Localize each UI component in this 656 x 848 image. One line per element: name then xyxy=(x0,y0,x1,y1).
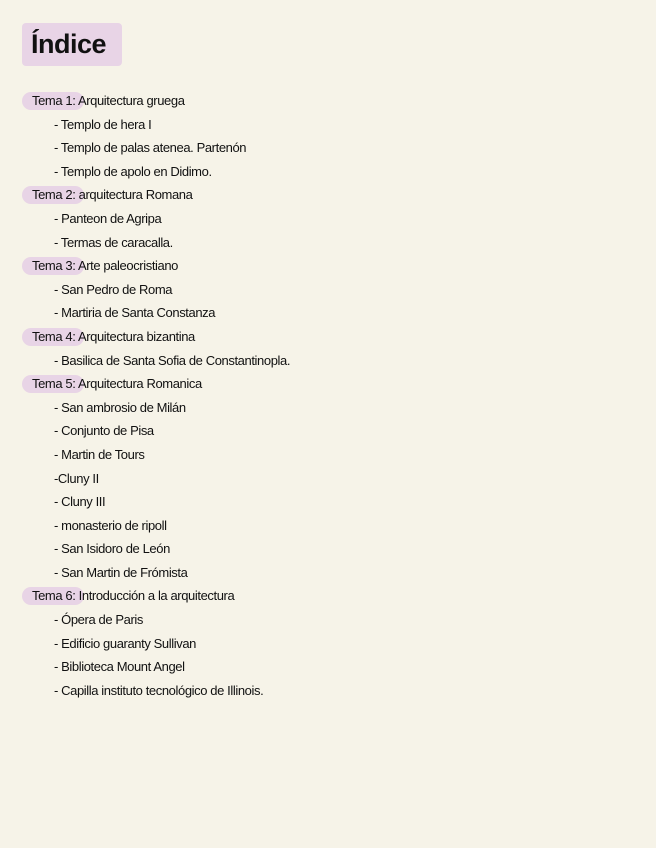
list-item: - Basilica de Santa Sofia de Constantinopla. xyxy=(54,352,291,368)
section-label: Tema 2: xyxy=(32,187,76,203)
title-highlight xyxy=(22,23,122,66)
section-heading xyxy=(0,325,656,349)
list-item: - Martin de Tours xyxy=(54,446,145,462)
section-heading xyxy=(0,183,656,207)
section-heading xyxy=(0,372,656,396)
section-heading xyxy=(0,584,656,608)
section-label: Tema 3: xyxy=(32,258,76,274)
list-item: - San ambrosio de Milán xyxy=(54,399,186,415)
page-title: Índice xyxy=(31,29,107,59)
list-item: - Panteon de Agripa xyxy=(54,210,162,226)
list-item: - Templo de apolo en Didimo. xyxy=(54,163,212,179)
list-item: - Capilla instituto tecnológico de Illinois. xyxy=(54,682,264,698)
list-item: - San Isidoro de León xyxy=(54,541,170,557)
list-item: - San Martin de Frómista xyxy=(54,564,188,580)
list-item: - Templo de hera I xyxy=(54,116,152,132)
section-title: arquitectura Romana xyxy=(75,187,193,203)
section-label: Tema 4: xyxy=(32,328,76,344)
section-title: Introducción a la arquitectura xyxy=(75,588,235,604)
section-title: Arquitectura Romanica xyxy=(75,376,202,392)
section-title: Arte paleocristiano xyxy=(75,258,179,274)
list-item: - Martiria de Santa Constanza xyxy=(54,305,216,321)
section-heading xyxy=(0,89,656,113)
section-label: Tema 5: xyxy=(32,376,76,392)
section-title: Arquitectura gruega xyxy=(75,93,185,108)
list-item: - monasterio de ripoll xyxy=(54,517,167,533)
section-label: Tema 1: xyxy=(32,93,76,108)
list-item: - Edificio guaranty Sullivan xyxy=(54,635,196,651)
list-item: - Biblioteca Mount Angel xyxy=(54,659,185,675)
list-item: -Cluny II xyxy=(54,470,99,486)
list-item: - San Pedro de Roma xyxy=(54,281,173,297)
list-item: - Conjunto de Pisa xyxy=(54,423,154,439)
section-title: Arquitectura bizantina xyxy=(75,328,195,344)
list-item: - Ópera de Paris xyxy=(54,612,143,628)
table-of-contents xyxy=(0,89,656,702)
section-label: Tema 6: xyxy=(32,588,76,604)
list-item: - Termas de caracalla. xyxy=(54,234,173,250)
list-item: - Templo de palas atenea. Partenón xyxy=(54,140,247,156)
list-item: - Cluny III xyxy=(54,494,106,510)
section-heading xyxy=(0,254,656,278)
